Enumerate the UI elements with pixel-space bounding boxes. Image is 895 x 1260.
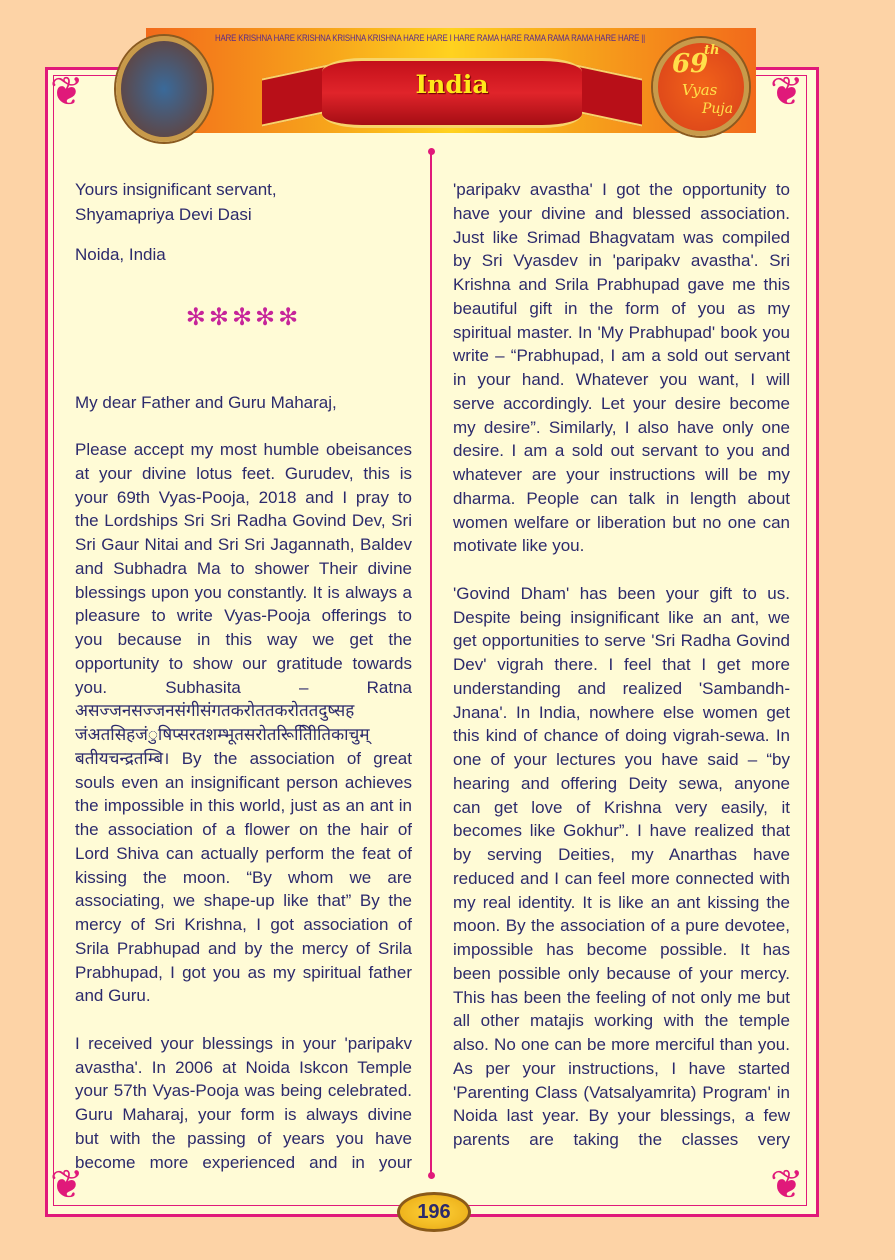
paragraph-line: associating, we shape-up like that” By the: [75, 891, 412, 911]
paragraph-line: pleasure to write Vyas-Pooja offerings to: [75, 606, 412, 626]
paragraph-line: Dev' vigrah there. I feel that I get more: [453, 655, 790, 674]
vyas-puja-badge: [653, 38, 749, 136]
paragraph-line: all other matajis working with the temple: [453, 1011, 790, 1031]
salutation-text: My dear Father and Guru Maharaj,: [75, 393, 337, 412]
paragraph-gap: [453, 558, 790, 582]
paragraph-line: Krishna and Srila Prabhupad gave me this: [453, 275, 790, 294]
corner-ornament-icon: ❦: [770, 1162, 804, 1208]
separator-stars: ✻✻✻✻✻: [185, 304, 302, 331]
paragraph-line: beautiful gift in the form of you as my: [453, 298, 790, 318]
paragraph-line: been possible only because of your mercy.: [453, 963, 790, 983]
paragraph-line: have your divine and blessed association.: [453, 203, 790, 223]
corner-ornament-icon: ❦: [50, 1162, 84, 1208]
paragraph-line: also. No one can be more merciful than you.: [453, 1035, 790, 1054]
left-column-body: [75, 438, 412, 1174]
paragraph-line: my desire”. Similarly, I also have only one: [453, 417, 790, 437]
paragraph-line: by Sri Vyasdev in 'paripakv avastha'. Sri: [453, 251, 790, 271]
paragraph-line: As per your instructions, I have started: [453, 1058, 790, 1078]
paragraph-line: 'paripakv avastha' I got the opportunity to: [453, 180, 790, 199]
paragraph-line: serve accordingly. Let your desire become: [453, 393, 790, 413]
paragraph-line: impossible has become possible. It has: [453, 940, 790, 959]
paragraph-line: get opportunities to serve 'Sri Radha Govind: [453, 631, 790, 651]
badge-suffix: th: [704, 43, 720, 58]
divider-dot-top: [428, 148, 435, 155]
deity-medallion-image: [116, 36, 212, 142]
paragraph-line: hearing and offering Deity sewa, anyone: [453, 773, 790, 793]
paragraph-line: write – “Prabhupad, I am a sold out servant: [453, 346, 790, 366]
paragraph-line: the impossible in this world, just as an ant in: [75, 796, 412, 816]
badge-number: 69: [672, 49, 709, 79]
corner-ornament-icon: ❦: [50, 69, 84, 115]
paragraph-line: Guru Maharaj, your form is always divine: [75, 1105, 412, 1124]
paragraph-line: become more experienced and in your: [75, 1152, 412, 1172]
salutation: [75, 391, 412, 415]
paragraph-line: souls even an insignificant person achieves: [75, 772, 412, 792]
paragraph-line: understanding and realized 'Sambandh-: [453, 678, 790, 698]
paragraph-line: This has been the feeling of not only me but: [453, 987, 790, 1007]
paragraph-line: your 69th Vyas-Pooja, 2018 and I pray to: [75, 487, 412, 507]
corner-ornament-icon: ❦: [770, 69, 804, 115]
paragraph-line: Please accept my most humble obeisances: [75, 440, 412, 459]
paragraph-line: motivate like you.: [453, 536, 585, 556]
paragraph-line: desire. I am a sold out servant to you and: [453, 441, 790, 461]
badge-line2: Puja: [702, 101, 734, 117]
signoff-line: Yours insignificant servant,: [75, 180, 277, 199]
paragraph-line: the association of a flower on the hair of: [75, 820, 412, 839]
paragraph-line: can get love of Krishna very easily, it: [453, 797, 790, 817]
paragraph-line: Lord Shiva can actually perform the feat of: [75, 843, 412, 863]
paragraph-line: I received your blessings in your 'paripakv: [75, 1033, 412, 1053]
paragraph-line: and Guru.: [75, 986, 151, 1006]
paragraph-line: blessings upon you constantly. It is always a: [75, 582, 412, 602]
paragraph-line: moon. By the association of a pure devotee,: [453, 916, 790, 936]
paragraph-line: avastha'. In 2006 at Noida Iskcon Temple: [75, 1057, 412, 1077]
paragraph-line: in your hand. Whatever you want, I will: [453, 370, 790, 389]
paragraph-line: by serving Deities, my Anarthas have: [453, 845, 790, 864]
paragraph-line: Jnana'. In India, nowhere else women get: [453, 702, 790, 722]
page-title: India: [415, 70, 489, 99]
paragraph-gap: [75, 1008, 412, 1032]
signoff-block: [75, 178, 412, 266]
paragraph-line: Srila Prabhupad and by the mercy of Srila: [75, 938, 412, 958]
paragraph-line: women welfare or liberation but no one can: [453, 512, 790, 532]
paragraph-line: becomes like Gokhur”. I have realized that: [453, 821, 790, 841]
paragraph-line: and Subhadra Ma to shower Their divine: [75, 558, 412, 578]
signoff-name: Shyamapriya Devi Dasi: [75, 204, 252, 224]
paragraph-line: Just like Srimad Bhagvatam was compiled: [453, 227, 790, 247]
paragraph-line: your 57th Vyas-Pooja was being celebrated.: [75, 1081, 412, 1101]
paragraph-line: Sri Gaur Nitai and Sri Sri Jagannath, Baldev: [75, 535, 412, 554]
paragraph-line: opportunity to show our gratitude towards: [75, 653, 412, 673]
paragraph-line: this kind of chance of doing vigrah-sewa. In: [453, 726, 790, 746]
header-mantra: HARE KRISHNA HARE KRISHNA KRISHNA KRISHNA HARE HARE I HARE RAMA HARE RAMA RAMA RAMA HARE HARE ||: [215, 33, 645, 44]
divider-dot-bottom: [428, 1172, 435, 1179]
column-divider: [430, 152, 432, 1175]
right-column-body: [453, 178, 790, 1152]
paragraph-line: dharma. People can talk in length about: [453, 488, 790, 508]
signoff-location: Noida, India: [75, 244, 166, 264]
paragraph-line: reduced and I can feel more connected with: [453, 868, 790, 888]
paragraph-line: mercy of Sri Krishna, I got association of: [75, 915, 412, 934]
page-number: 196: [397, 1192, 471, 1232]
paragraph-line: Despite being insignificant like an ant, we: [453, 607, 790, 627]
paragraph-line: at your divine lotus feet. Gurudev, this is: [75, 463, 412, 483]
paragraph-line: my real identity. It is like an ant kissing the: [453, 892, 790, 912]
paragraph-line: Prabhupad, I got you as my spiritual father: [75, 962, 412, 982]
paragraph-line: 'Govind Dham' has been your gift to us.: [453, 583, 790, 603]
paragraph-line: whatever are your instructions will be my: [453, 465, 790, 484]
badge-line1: Vyas: [682, 81, 718, 99]
paragraph-line: the Lordships Sri Sri Radha Govind Dev, Sri: [75, 511, 412, 531]
paragraph-line: parents are taking the classes very: [453, 1130, 790, 1149]
paragraph-line: असज्जनसज्जनसंगीसंगतकरोततकरोततदुष्सह: [75, 701, 355, 721]
paragraph-line: spiritual master. In 'My Prabhupad' book you: [453, 322, 790, 342]
paragraph-line: you. Subhasita – Ratna: [75, 677, 412, 697]
paragraph-line: बतीयचन्द्रतम्बि। By the association of great: [75, 748, 412, 768]
paragraph-line: you because in this way we get the: [75, 630, 412, 649]
paragraph-line: 'Parenting Class (Vatsalyamrita) Program' in: [453, 1082, 790, 1102]
paragraph-line: Noida last year. By your blessings, a few: [453, 1106, 790, 1126]
paragraph-line: kissing the moon. “By whom we are: [75, 867, 412, 887]
paragraph-line: but with the passing of years you have: [75, 1128, 412, 1148]
paragraph-line: one of your lectures you have said – “by: [453, 750, 790, 769]
paragraph-line: जंअतसिहजंुषिप्सरतशम्भूतसरोतरूितिीितिकाचुम्: [75, 725, 370, 744]
